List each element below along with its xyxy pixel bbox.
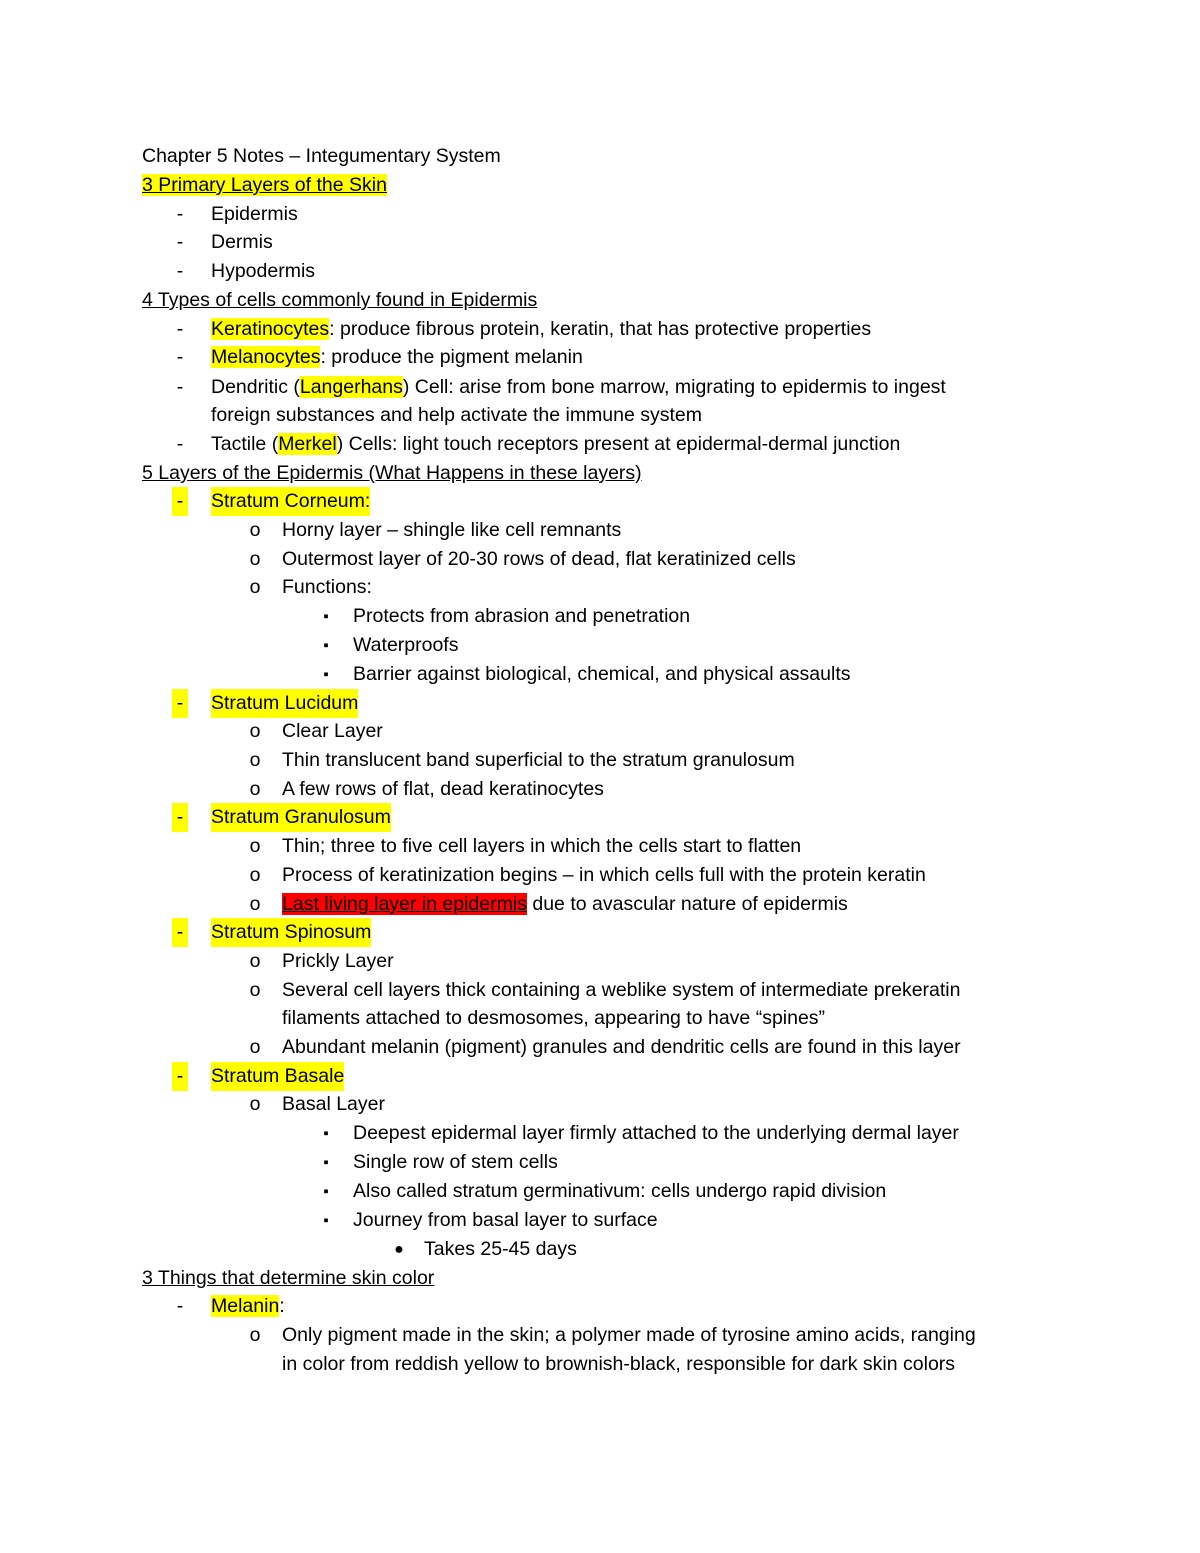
heading-text: 4 Types of cells commonly found in Epidermis (142, 289, 538, 311)
layer-name: Stratum Lucidum (211, 689, 358, 718)
dash-marker: - (176, 806, 184, 828)
list-item (0, 1292, 1200, 1321)
dash-marker: - (176, 203, 184, 225)
layer-item-basale (0, 1062, 1200, 1091)
list-item (0, 947, 1200, 976)
list-item-text: Dermis (211, 231, 273, 253)
round-bullet-icon: ● (394, 1241, 404, 1258)
list-item (0, 257, 1200, 286)
list-item-text: Deepest epidermal layer firmly attached to the underlying dermal layer (353, 1122, 959, 1144)
list-item (0, 746, 1200, 775)
list-item-text: Melanocytes: produce the pigment melanin (211, 346, 583, 368)
dash-marker: - (176, 318, 184, 340)
highlighted-term: Merkel (278, 433, 337, 455)
list-item-text: filaments attached to desmosomes, appearing to have “spines” (282, 1007, 826, 1029)
layer-name: Stratum Spinosum (211, 918, 371, 947)
document-title: Chapter 5 Notes – Integumentary System (142, 145, 501, 167)
list-item (0, 1177, 1200, 1206)
list-item-text: Dendritic (Langerhans) Cell: arise from bone marrow, migrating to epidermis to ingest (211, 376, 946, 398)
red-highlighted-text: Last living layer in epidermis (282, 893, 527, 915)
circle-marker: o (249, 950, 261, 972)
list-item-text: Horny layer – shingle like cell remnants (282, 519, 622, 541)
list-item (0, 545, 1200, 574)
list-item (0, 200, 1200, 229)
section-heading-epidermis (142, 459, 1200, 488)
list-item-continuation (0, 401, 1200, 430)
dash-marker: - (176, 921, 184, 943)
square-bullet-icon: ▪ (323, 1154, 329, 1171)
highlighted-term: Langerhans (299, 376, 403, 398)
dash-marker: - (176, 376, 184, 398)
square-bullet-icon: ▪ (323, 637, 329, 654)
list-item (0, 343, 1200, 372)
list-item (0, 832, 1200, 861)
list-item-text: Barrier against biological, chemical, and physical assaults (353, 663, 851, 685)
circle-marker: o (249, 548, 261, 570)
list-item (0, 1148, 1200, 1177)
circle-marker: o (249, 576, 261, 598)
section-heading-cells (142, 286, 1200, 315)
list-item-text: Process of keratinization begins – in which cells full with the protein keratin (282, 864, 926, 886)
square-bullet-icon: ▪ (323, 1212, 329, 1229)
list-item (0, 976, 1200, 1005)
list-item (0, 1321, 1200, 1350)
list-item-text: Basal Layer (282, 1093, 385, 1115)
list-item-text: A few rows of flat, dead keratinocytes (282, 778, 604, 800)
circle-marker: o (249, 720, 261, 742)
list-item (0, 1206, 1200, 1235)
list-item (0, 775, 1200, 804)
section-heading-skin-color (142, 1264, 1200, 1293)
list-item (0, 717, 1200, 746)
square-bullet-icon: ▪ (323, 666, 329, 683)
list-item-continuation (0, 1350, 1200, 1379)
layer-name: Stratum Basale (211, 1062, 344, 1091)
list-item-text: Melanin: (211, 1295, 285, 1317)
list-item-text: Protects from abrasion and penetration (353, 605, 691, 627)
circle-marker: o (249, 1324, 261, 1346)
circle-marker: o (249, 979, 261, 1001)
dash-marker: - (176, 346, 184, 368)
list-item-text: foreign substances and help activate the immune system (211, 404, 703, 426)
list-item-text: Journey from basal layer to surface (353, 1209, 658, 1231)
dash-marker: - (176, 1295, 184, 1317)
list-item (0, 430, 1200, 459)
list-item (0, 315, 1200, 344)
list-item (0, 1235, 1200, 1264)
dash-marker: - (176, 260, 184, 282)
list-item-text: Abundant melanin (pigment) granules and dendritic cells are found in this layer (282, 1036, 961, 1058)
list-item-text: Also called stratum germinativum: cells undergo rapid division (353, 1180, 887, 1202)
list-item-text: Thin translucent band superficial to the stratum granulosum (282, 749, 795, 771)
list-item-text: Functions: (282, 576, 372, 598)
heading-text: 3 Primary Layers of the Skin (142, 174, 387, 196)
circle-marker: o (249, 519, 261, 541)
list-item (0, 602, 1200, 631)
layer-name: Stratum Corneum: (211, 487, 370, 516)
circle-marker: o (249, 1093, 261, 1115)
list-item (0, 890, 1200, 919)
list-item (0, 373, 1200, 402)
list-item (0, 228, 1200, 257)
list-item-text: Last living layer in epidermis due to avascular nature of epidermis (282, 893, 848, 915)
list-item-text: Keratinocytes: produce fibrous protein, keratin, that has protective properties (211, 318, 872, 340)
list-item-text: in color from reddish yellow to brownish-black, responsible for dark skin colors (282, 1353, 956, 1375)
circle-marker: o (249, 778, 261, 800)
list-item-text: Epidermis (211, 203, 298, 225)
list-item-text: Tactile (Merkel) Cells: light touch receptors present at epidermal-dermal junction (211, 433, 901, 455)
list-item-text: Thin; three to five cell layers in which the cells start to flatten (282, 835, 802, 857)
layer-item-corneum (0, 487, 1200, 516)
layer-item-lucidum (0, 689, 1200, 718)
list-item-text: Hypodermis (211, 260, 316, 282)
list-item-text: Clear Layer (282, 720, 383, 742)
list-item (0, 573, 1200, 602)
square-bullet-icon: ▪ (323, 1183, 329, 1200)
square-bullet-icon: ▪ (323, 608, 329, 625)
dash-marker: - (176, 433, 184, 455)
layer-item-spinosum (0, 918, 1200, 947)
dash-marker: - (176, 231, 184, 253)
dash-marker: - (176, 692, 184, 714)
list-item-text: Prickly Layer (282, 950, 394, 972)
layer-item-granulosum (0, 803, 1200, 832)
highlighted-term: Keratinocytes (211, 318, 330, 340)
list-item-text: Several cell layers thick containing a weblike system of intermediate prekeratin (282, 979, 961, 1001)
list-item-text: Only pigment made in the skin; a polymer made of tyrosine amino acids, ranging (282, 1324, 976, 1346)
list-item (0, 631, 1200, 660)
heading-text: 5 Layers of the Epidermis (What Happens in these layers) (142, 462, 642, 484)
list-item (0, 1090, 1200, 1119)
circle-marker: o (249, 893, 261, 915)
list-item-continuation (0, 1004, 1200, 1033)
section-heading-skin-layers (142, 171, 1200, 200)
list-item (0, 516, 1200, 545)
heading-text: 3 Things that determine skin color (142, 1267, 435, 1289)
list-item (0, 660, 1200, 689)
list-item (0, 1033, 1200, 1062)
list-item-text: Single row of stem cells (353, 1151, 558, 1173)
list-item-text: Takes 25-45 days (424, 1238, 577, 1260)
circle-marker: o (249, 1036, 261, 1058)
list-item (0, 861, 1200, 890)
dash-marker: - (176, 490, 184, 512)
highlighted-term: Melanin (211, 1295, 280, 1317)
list-item-text: Outermost layer of 20-30 rows of dead, flat keratinized cells (282, 548, 796, 570)
list-item (0, 1119, 1200, 1148)
circle-marker: o (249, 835, 261, 857)
dash-marker: - (176, 1065, 184, 1087)
circle-marker: o (249, 749, 261, 771)
circle-marker: o (249, 864, 261, 886)
highlighted-term: Melanocytes (211, 346, 321, 368)
square-bullet-icon: ▪ (323, 1125, 329, 1142)
layer-name: Stratum Granulosum (211, 803, 391, 832)
list-item-text: Waterproofs (353, 634, 459, 656)
